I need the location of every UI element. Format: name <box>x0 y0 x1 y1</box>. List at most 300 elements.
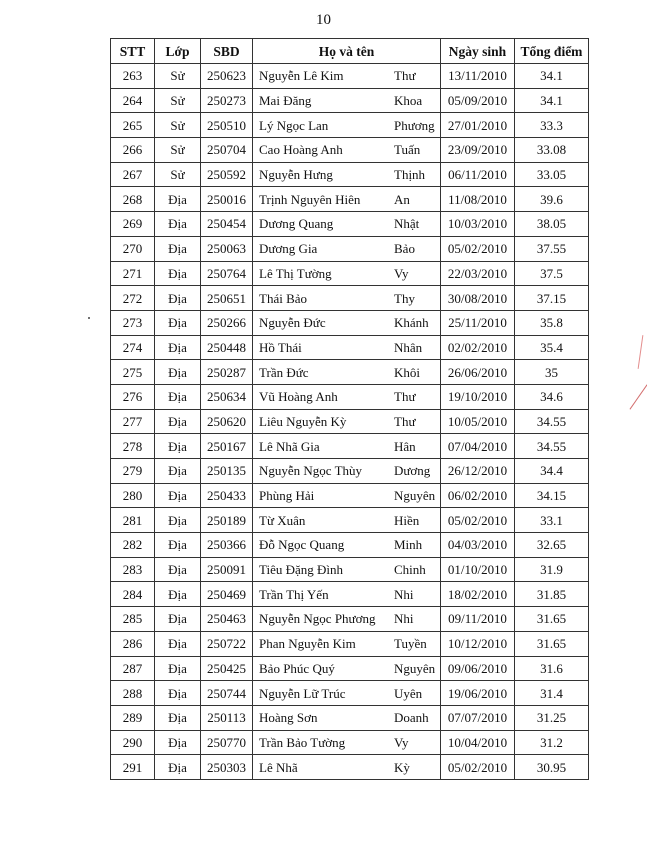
family-middle-name: Bảo Phúc Quý <box>259 660 335 676</box>
full-name <box>253 607 440 631</box>
cell-total-score: 34.55 <box>515 434 589 459</box>
family-middle-name: Nguyễn Lê Kim <box>259 68 344 84</box>
table-row <box>111 360 589 385</box>
cell-full-name <box>253 187 441 212</box>
cell-class: Địa <box>155 310 201 335</box>
given-name: Vy <box>394 734 409 750</box>
cell-class: Địa <box>155 360 201 385</box>
table-row <box>111 631 589 656</box>
header-total-score: Tổng điểm <box>515 39 589 64</box>
table-body <box>111 64 589 780</box>
cell-birth-date: 07/04/2010 <box>441 434 515 459</box>
cell-stt: 272 <box>111 286 155 311</box>
full-name <box>253 484 440 508</box>
table-row <box>111 656 589 681</box>
given-name: Khoa <box>394 93 423 109</box>
cell-stt: 274 <box>111 335 155 360</box>
cell-stt: 271 <box>111 261 155 286</box>
cell-stt: 266 <box>111 138 155 163</box>
table-row <box>111 212 589 237</box>
family-middle-name: Đỗ Ngọc Quang <box>259 537 345 553</box>
cell-total-score: 33.08 <box>515 138 589 163</box>
family-middle-name: Liêu Nguyễn Kỳ <box>259 413 347 429</box>
table-header <box>111 39 589 64</box>
cell-birth-date: 18/02/2010 <box>441 582 515 607</box>
cell-birth-date: 19/06/2010 <box>441 681 515 706</box>
cell-stt: 286 <box>111 631 155 656</box>
cell-stt: 285 <box>111 607 155 632</box>
cell-total-score: 37.5 <box>515 261 589 286</box>
table-row <box>111 557 589 582</box>
cell-sbd: 250425 <box>201 656 253 681</box>
family-middle-name: Vũ Hoàng Anh <box>259 389 338 405</box>
cell-sbd: 250620 <box>201 409 253 434</box>
given-name: Uyên <box>394 685 423 701</box>
cell-birth-date: 13/11/2010 <box>441 64 515 89</box>
family-middle-name: Nguyễn Ngọc Phương <box>259 611 376 627</box>
cell-full-name <box>253 236 441 261</box>
full-name <box>253 187 440 211</box>
cell-class: Địa <box>155 212 201 237</box>
cell-stt: 276 <box>111 384 155 409</box>
cell-sbd: 250454 <box>201 212 253 237</box>
table-row <box>111 310 589 335</box>
given-name: Thư <box>394 413 416 429</box>
full-name <box>253 410 440 434</box>
cell-total-score: 37.55 <box>515 236 589 261</box>
family-middle-name: Nguyễn Đức <box>259 315 326 331</box>
full-name <box>253 360 440 384</box>
cell-sbd: 250744 <box>201 681 253 706</box>
cell-sbd: 250091 <box>201 557 253 582</box>
cell-total-score: 31.9 <box>515 557 589 582</box>
cell-class: Sử <box>155 162 201 187</box>
full-name <box>253 262 440 286</box>
family-middle-name: Trịnh Nguyên Hiên <box>259 191 361 207</box>
cell-class: Địa <box>155 582 201 607</box>
given-name: Tuyền <box>394 636 427 652</box>
family-middle-name: Hoàng Sơn <box>259 710 318 726</box>
cell-birth-date: 10/04/2010 <box>441 730 515 755</box>
table-row <box>111 681 589 706</box>
cell-stt: 269 <box>111 212 155 237</box>
cell-full-name <box>253 360 441 385</box>
edge-mark <box>629 384 647 409</box>
header-sbd: SBD <box>201 39 253 64</box>
cell-total-score: 33.05 <box>515 162 589 187</box>
cell-full-name <box>253 261 441 286</box>
table-row <box>111 730 589 755</box>
cell-full-name <box>253 508 441 533</box>
table-row <box>111 384 589 409</box>
given-name: Nhi <box>394 611 414 627</box>
cell-sbd: 250016 <box>201 187 253 212</box>
cell-total-score: 35.4 <box>515 335 589 360</box>
full-name <box>253 657 440 681</box>
cell-class: Sử <box>155 88 201 113</box>
cell-full-name <box>253 533 441 558</box>
cell-sbd: 250770 <box>201 730 253 755</box>
cell-stt: 277 <box>111 409 155 434</box>
cell-total-score: 31.65 <box>515 631 589 656</box>
cell-class: Địa <box>155 459 201 484</box>
cell-birth-date: 02/02/2010 <box>441 335 515 360</box>
family-middle-name: Hồ Thái <box>259 339 302 355</box>
given-name: Kỳ <box>394 759 410 775</box>
cell-sbd: 250433 <box>201 483 253 508</box>
cell-total-score: 31.4 <box>515 681 589 706</box>
cell-total-score: 34.6 <box>515 384 589 409</box>
cell-sbd: 250135 <box>201 459 253 484</box>
table-row <box>111 459 589 484</box>
cell-total-score: 31.6 <box>515 656 589 681</box>
cell-stt: 280 <box>111 483 155 508</box>
family-middle-name: Lê Thị Tường <box>259 265 332 281</box>
cell-full-name <box>253 557 441 582</box>
family-middle-name: Dương Quang <box>259 216 334 232</box>
cell-stt: 284 <box>111 582 155 607</box>
cell-class: Địa <box>155 631 201 656</box>
cell-birth-date: 23/09/2010 <box>441 138 515 163</box>
table-row <box>111 187 589 212</box>
cell-sbd: 250448 <box>201 335 253 360</box>
cell-birth-date: 22/03/2010 <box>441 261 515 286</box>
cell-full-name <box>253 286 441 311</box>
full-name <box>253 731 440 755</box>
family-middle-name: Mai Đăng <box>259 93 312 109</box>
cell-class: Địa <box>155 557 201 582</box>
cell-sbd: 250469 <box>201 582 253 607</box>
full-name <box>253 163 440 187</box>
table-row <box>111 483 589 508</box>
results-table <box>110 38 589 780</box>
cell-class: Địa <box>155 335 201 360</box>
cell-full-name <box>253 755 441 780</box>
cell-full-name <box>253 730 441 755</box>
cell-class: Sử <box>155 64 201 89</box>
full-name <box>253 706 440 730</box>
full-name <box>253 113 440 137</box>
cell-full-name <box>253 483 441 508</box>
full-name <box>253 237 440 261</box>
cell-class: Địa <box>155 755 201 780</box>
given-name: Khôi <box>394 364 420 380</box>
family-middle-name: Từ Xuân <box>259 512 306 528</box>
cell-total-score: 35.8 <box>515 310 589 335</box>
given-name: Hiền <box>394 512 420 528</box>
full-name <box>253 533 440 557</box>
cell-class: Địa <box>155 261 201 286</box>
given-name: Vy <box>394 265 409 281</box>
cell-total-score: 32.65 <box>515 533 589 558</box>
table-row <box>111 113 589 138</box>
table-row <box>111 236 589 261</box>
given-name: Bảo <box>394 241 415 257</box>
full-name <box>253 138 440 162</box>
cell-full-name <box>253 705 441 730</box>
cell-stt: 278 <box>111 434 155 459</box>
family-middle-name: Lý Ngọc Lan <box>259 117 329 133</box>
full-name <box>253 89 440 113</box>
cell-stt: 287 <box>111 656 155 681</box>
cell-birth-date: 10/03/2010 <box>441 212 515 237</box>
family-middle-name: Trần Thị Yến <box>259 586 329 602</box>
table-row <box>111 607 589 632</box>
given-name: Thịnh <box>394 167 426 183</box>
full-name <box>253 64 440 88</box>
cell-full-name <box>253 335 441 360</box>
cell-total-score: 34.4 <box>515 459 589 484</box>
cell-stt: 283 <box>111 557 155 582</box>
cell-stt: 273 <box>111 310 155 335</box>
cell-stt: 265 <box>111 113 155 138</box>
cell-total-score: 31.2 <box>515 730 589 755</box>
given-name: Nguyên <box>394 660 436 676</box>
cell-full-name <box>253 113 441 138</box>
cell-stt: 275 <box>111 360 155 385</box>
cell-full-name <box>253 656 441 681</box>
cell-birth-date: 06/02/2010 <box>441 483 515 508</box>
cell-class: Sử <box>155 113 201 138</box>
cell-class: Địa <box>155 384 201 409</box>
cell-sbd: 250303 <box>201 755 253 780</box>
cell-sbd: 250063 <box>201 236 253 261</box>
cell-full-name <box>253 88 441 113</box>
given-name: Dương <box>394 463 431 479</box>
page-number: 10 <box>316 12 331 28</box>
cell-class: Địa <box>155 409 201 434</box>
cell-class: Địa <box>155 607 201 632</box>
full-name <box>253 681 440 705</box>
family-middle-name: Phùng Hải <box>259 488 315 504</box>
family-middle-name: Nguyễn Hưng <box>259 167 333 183</box>
given-name: Thy <box>394 290 415 306</box>
cell-birth-date: 11/08/2010 <box>441 187 515 212</box>
cell-stt: 290 <box>111 730 155 755</box>
table-row <box>111 261 589 286</box>
cell-total-score: 34.55 <box>515 409 589 434</box>
cell-sbd: 250366 <box>201 533 253 558</box>
header-row <box>111 39 589 64</box>
cell-class: Sử <box>155 138 201 163</box>
family-middle-name: Phan Nguyễn Kim <box>259 636 356 652</box>
table-row <box>111 582 589 607</box>
cell-sbd: 250189 <box>201 508 253 533</box>
table-row <box>111 138 589 163</box>
cell-stt: 270 <box>111 236 155 261</box>
cell-class: Địa <box>155 483 201 508</box>
cell-sbd: 250651 <box>201 286 253 311</box>
cell-sbd: 250113 <box>201 705 253 730</box>
cell-full-name <box>253 310 441 335</box>
cell-class: Địa <box>155 656 201 681</box>
family-middle-name: Dương Gia <box>259 241 318 257</box>
full-name <box>253 582 440 606</box>
full-name <box>253 755 440 779</box>
given-name: Phương <box>394 117 435 133</box>
cell-total-score: 31.65 <box>515 607 589 632</box>
cell-sbd: 250463 <box>201 607 253 632</box>
cell-full-name <box>253 681 441 706</box>
given-name: Hân <box>394 438 416 454</box>
cell-full-name <box>253 409 441 434</box>
cell-sbd: 250266 <box>201 310 253 335</box>
scan-speck <box>88 317 90 319</box>
full-name <box>253 434 440 458</box>
cell-sbd: 250764 <box>201 261 253 286</box>
cell-total-score: 34.1 <box>515 64 589 89</box>
cell-birth-date: 26/12/2010 <box>441 459 515 484</box>
table-row <box>111 88 589 113</box>
cell-class: Địa <box>155 434 201 459</box>
cell-total-score: 30.95 <box>515 755 589 780</box>
family-middle-name: Trần Đức <box>259 364 309 380</box>
cell-total-score: 35 <box>515 360 589 385</box>
full-name <box>253 212 440 236</box>
cell-total-score: 37.15 <box>515 286 589 311</box>
cell-birth-date: 10/12/2010 <box>441 631 515 656</box>
cell-stt: 268 <box>111 187 155 212</box>
cell-birth-date: 05/09/2010 <box>441 88 515 113</box>
cell-birth-date: 05/02/2010 <box>441 755 515 780</box>
cell-stt: 267 <box>111 162 155 187</box>
cell-sbd: 250722 <box>201 631 253 656</box>
table-row <box>111 335 589 360</box>
cell-birth-date: 06/11/2010 <box>441 162 515 187</box>
given-name: An <box>394 191 410 207</box>
table-row <box>111 162 589 187</box>
cell-birth-date: 05/02/2010 <box>441 236 515 261</box>
cell-stt: 263 <box>111 64 155 89</box>
given-name: Thư <box>394 389 416 405</box>
given-name: Nhân <box>394 339 423 355</box>
given-name: Chinh <box>394 562 426 578</box>
table-row <box>111 755 589 780</box>
cell-stt: 279 <box>111 459 155 484</box>
cell-full-name <box>253 384 441 409</box>
cell-stt: 282 <box>111 533 155 558</box>
cell-stt: 281 <box>111 508 155 533</box>
header-full-name: Họ và tên <box>253 39 441 64</box>
cell-full-name <box>253 459 441 484</box>
cell-class: Địa <box>155 730 201 755</box>
family-middle-name: Nguyễn Lữ Trúc <box>259 685 346 701</box>
cell-total-score: 31.25 <box>515 705 589 730</box>
table-row <box>111 286 589 311</box>
family-middle-name: Nguyễn Ngọc Thùy <box>259 463 363 479</box>
cell-full-name <box>253 582 441 607</box>
family-middle-name: Thái Bảo <box>259 290 308 306</box>
header-class: Lớp <box>155 39 201 64</box>
cell-birth-date: 09/06/2010 <box>441 656 515 681</box>
cell-full-name <box>253 631 441 656</box>
table-row <box>111 705 589 730</box>
cell-total-score: 31.85 <box>515 582 589 607</box>
given-name: Nhi <box>394 586 414 602</box>
cell-birth-date: 10/05/2010 <box>441 409 515 434</box>
cell-birth-date: 05/02/2010 <box>441 508 515 533</box>
cell-full-name <box>253 64 441 89</box>
cell-total-score: 34.1 <box>515 88 589 113</box>
cell-birth-date: 26/06/2010 <box>441 360 515 385</box>
cell-total-score: 33.3 <box>515 113 589 138</box>
cell-full-name <box>253 607 441 632</box>
cell-class: Địa <box>155 681 201 706</box>
cell-stt: 289 <box>111 705 155 730</box>
cell-full-name <box>253 212 441 237</box>
cell-birth-date: 19/10/2010 <box>441 384 515 409</box>
cell-full-name <box>253 434 441 459</box>
full-name <box>253 311 440 335</box>
table-row <box>111 64 589 89</box>
cell-stt: 291 <box>111 755 155 780</box>
cell-birth-date: 07/07/2010 <box>441 705 515 730</box>
family-middle-name: Lê Nhã Gia <box>259 438 320 454</box>
cell-sbd: 250592 <box>201 162 253 187</box>
cell-total-score: 33.1 <box>515 508 589 533</box>
cell-stt: 288 <box>111 681 155 706</box>
given-name: Thư <box>394 68 416 84</box>
cell-class: Địa <box>155 533 201 558</box>
given-name: Nguyên <box>394 488 436 504</box>
cell-stt: 264 <box>111 88 155 113</box>
table-row <box>111 533 589 558</box>
full-name <box>253 385 440 409</box>
cell-birth-date: 30/08/2010 <box>441 286 515 311</box>
cell-total-score: 34.15 <box>515 483 589 508</box>
cell-sbd: 250167 <box>201 434 253 459</box>
family-middle-name: Trần Bảo Tường <box>259 734 346 750</box>
cell-total-score: 38.05 <box>515 212 589 237</box>
cell-class: Địa <box>155 187 201 212</box>
table-row <box>111 434 589 459</box>
full-name <box>253 632 440 656</box>
cell-birth-date: 09/11/2010 <box>441 607 515 632</box>
full-name <box>253 558 440 582</box>
given-name: Doanh <box>394 710 429 726</box>
full-name <box>253 286 440 310</box>
cell-sbd: 250634 <box>201 384 253 409</box>
family-middle-name: Lê Nhã <box>259 759 298 775</box>
cell-class: Địa <box>155 508 201 533</box>
full-name <box>253 336 440 360</box>
given-name: Tuấn <box>394 142 421 158</box>
given-name: Minh <box>394 537 423 553</box>
header-birth-date: Ngày sinh <box>441 39 515 64</box>
full-name <box>253 508 440 532</box>
edge-mark <box>638 335 644 369</box>
family-middle-name: Tiêu Đặng Đình <box>259 562 344 578</box>
full-name <box>253 459 440 483</box>
cell-class: Địa <box>155 286 201 311</box>
cell-birth-date: 01/10/2010 <box>441 557 515 582</box>
cell-full-name <box>253 162 441 187</box>
cell-sbd: 250510 <box>201 113 253 138</box>
table-row <box>111 508 589 533</box>
cell-birth-date: 27/01/2010 <box>441 113 515 138</box>
given-name: Nhật <box>394 216 420 232</box>
cell-birth-date: 25/11/2010 <box>441 310 515 335</box>
cell-class: Địa <box>155 236 201 261</box>
cell-sbd: 250287 <box>201 360 253 385</box>
cell-birth-date: 04/03/2010 <box>441 533 515 558</box>
cell-sbd: 250273 <box>201 88 253 113</box>
cell-sbd: 250704 <box>201 138 253 163</box>
family-middle-name: Cao Hoàng Anh <box>259 142 343 158</box>
cell-class: Địa <box>155 705 201 730</box>
given-name: Khánh <box>394 315 429 331</box>
cell-sbd: 250623 <box>201 64 253 89</box>
